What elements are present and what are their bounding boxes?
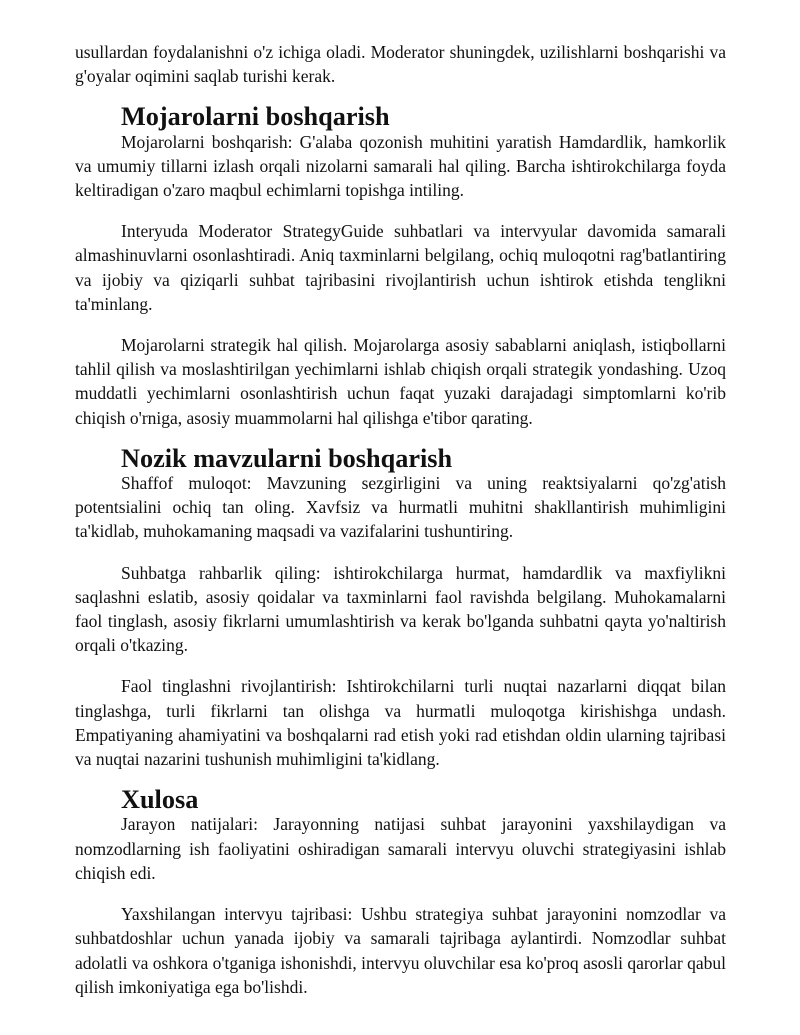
section-heading: Nozik mavzularni boshqarish xyxy=(121,443,453,473)
body-paragraph: Suhbatga rahbarlik qiling: ishtirokchilarga hurmat, hamdardlik va maxfiylikni saqlashni eslatib, asosiy qoidalar va taxminlarni faol ravishda belgilang. Muhokamalarni faol tinglash, asosiy fikrlarni umumlashtirish va kerak bo'lganda suhbatni qayta yo'naltirish orqali o'tkazing. xyxy=(75,562,726,656)
body-paragraph: Yaxshilangan intervyu tajribasi: Ushbu strategiya suhbat jarayonini nomzodlar va suhbatdoshlar uchun yanada ijobiy va samarali tajribaga aylantirdi. Nomzodlar suhbat adolatli va oshkora o'tganiga ishonishdi, intervyu oluvchilar esa ko'proq asosli qarorlar qabul qilish imkoniyatiga ega bo'lishdi. xyxy=(75,904,726,997)
intro-continuation-paragraph: usullardan foydalanishni o'z ichiga oladi. Moderator shuningdek, uzilishlarni boshqarishi va g'oyalar oqimini saqlab turishi kerak. xyxy=(75,42,726,87)
section-sensitive-topics xyxy=(75,443,726,771)
body-paragraph: Interyuda Moderator StrategyGuide suhbatlari va intervyular davomida samarali almashinuvlarni osonlashtiradi. Aniq taxminlarni belgilang, ochiq muloqotni rag'batlantiring va ijobiy va qiziqarli suhbat tajribasini rivojlantirish uchun ishtirok etishda tenglikni ta'minlang. xyxy=(75,221,726,314)
body-paragraph: Mojarolarni strategik hal qilish. Mojarolarga asosiy sabablarni aniqlash, istiqbollarni tahlil qilish va moslashtirilgan yechimlarni ishlab chiqish orqali strategik yondashing. Uzoq muddatli yechimlarni osonlashtirish uchun faqat yuzaki darajadagi simptomlarni ko'rib chiqish o'rniga, asosiy muammolarni hal qilishga e'tibor qarating. xyxy=(75,335,726,428)
section-conflict-management xyxy=(75,102,726,429)
body-paragraph: Jarayon natijalari: Jarayonning natijasi suhbat jarayonini yaxshilaydigan va nomzodlarning ish faoliyatini oshiradigan samarali intervyu oluvchi strategiyasini ishlab chiqish edi. xyxy=(75,814,726,883)
section-heading: Mojarolarni boshqarish xyxy=(121,102,390,132)
document-page xyxy=(75,40,726,999)
section-heading: Xulosa xyxy=(121,785,199,815)
body-paragraph: Mojarolarni boshqarish: G'alaba qozonish muhitini yaratish Hamdardlik, hamkorlik va umumiy tillarni izlash orqali nizolarni samarali hal qiling. Barcha ishtirokchilarga foyda keltiradigan o'zaro maqbul echimlarni topishga intiling. xyxy=(75,131,726,201)
body-paragraph: Shaffof muloqot: Mavzuning sezgirligini va uning reaktsiyalarni qo'zg'atish potentsialini ochiq tan oling. Xavfsiz va hurmatli muhitni shakllantirish muhimligini ta'kidlab, muhokamaning maqsadi va vazifalarini tushuntiring. xyxy=(75,473,726,542)
body-paragraph: Faol tinglashni rivojlantirish: Ishtirokchilarni turli nuqtai nazarlarni diqqat bilan tinglashga, turli fikrlarni tan olishga va hurmatli muloqotga kirishishga undash. Empatiyaning ahamiyatini va boshqalarni rad etish yoki rad etishdan oldin ularning tajribasi va nuqtai nazarini tushunish muhimligini ta'kidlang. xyxy=(75,676,726,770)
section-conclusion xyxy=(75,785,726,999)
